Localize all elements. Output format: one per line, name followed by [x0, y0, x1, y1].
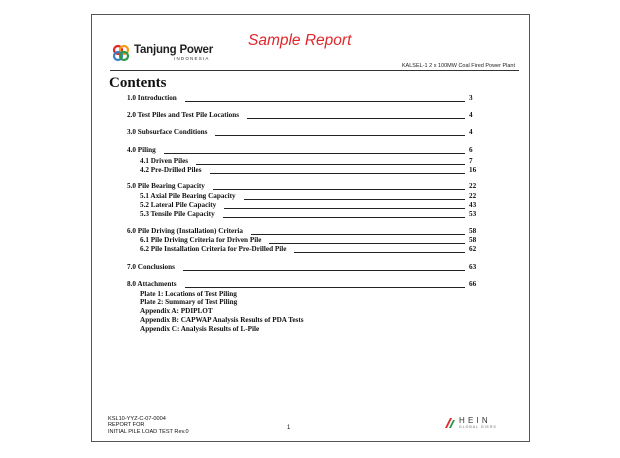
toc-leader-line — [269, 243, 465, 244]
sample-report-title: Sample Report — [248, 32, 352, 49]
toc-leader-line — [294, 252, 465, 253]
toc-leader-line — [185, 101, 465, 102]
toc-leader-line — [215, 135, 465, 136]
toc-page-number: 43 — [469, 201, 477, 209]
toc-entry-label: 6.1 Pile Driving Criteria for Driven Pile — [140, 236, 262, 244]
toc-entry-label: 5.2 Lateral Pile Capacity — [140, 201, 217, 209]
toc-leader-line — [183, 270, 465, 271]
toc-entry[interactable] — [92, 280, 531, 289]
report-page — [91, 14, 530, 442]
toc-page-number: 66 — [469, 280, 477, 288]
toc-entry-label: 8.0 Attachments — [127, 280, 177, 288]
toc-leader-line — [213, 189, 465, 190]
toc-entry[interactable] — [92, 157, 531, 166]
toc-entry-label: 6.2 Pile Installation Criteria for Pre-Drilled Pile — [140, 245, 287, 253]
toc-entry-label: 5.0 Pile Bearing Capacity — [127, 182, 205, 190]
hein-brand-name: HEIN — [459, 416, 491, 425]
toc-entry[interactable] — [92, 263, 531, 272]
attachment-item: Plate 2: Summary of Test Piling — [140, 298, 238, 306]
toc-page-number: 58 — [469, 236, 477, 244]
toc-leader-line — [247, 118, 465, 119]
toc-entry-label: 6.0 Pile Driving (Installation) Criteria — [127, 227, 243, 235]
tanjung-power-logo-icon — [112, 44, 130, 62]
toc-entry[interactable] — [92, 192, 531, 201]
attachment-item: Appendix C: Analysis Results of L-Pile — [140, 325, 260, 333]
toc-entry-label: 5.3 Tensile Pile Capacity — [140, 210, 215, 218]
company-sub: INDONESIA — [174, 56, 210, 61]
toc-leader-line — [196, 164, 465, 165]
toc-page-number: 4 — [469, 128, 473, 136]
toc-entry[interactable] — [92, 128, 531, 137]
toc-page-number: 22 — [469, 182, 477, 190]
toc-entry-label: 7.0 Conclusions — [127, 263, 175, 271]
toc-entry-label: 1.0 Introduction — [127, 94, 177, 102]
company-name: Tanjung Power — [134, 43, 213, 56]
toc-leader-line — [210, 173, 465, 174]
toc-page-number: 16 — [469, 166, 477, 174]
hein-logo — [444, 417, 497, 430]
toc-page-number: 63 — [469, 263, 477, 271]
toc-entry[interactable] — [92, 146, 531, 155]
header-divider — [110, 70, 519, 71]
toc-page-number: 62 — [469, 245, 477, 253]
footer-doc-line: INITIAL PILE LOAD TEST Rev.0 — [108, 428, 189, 435]
attachment-item: Appendix A: PDIPLOT — [140, 307, 213, 315]
toc-entry[interactable] — [92, 245, 531, 254]
page-number: 1 — [287, 425, 291, 431]
project-title: KALSEL-1 2 x 100MW Coal Fired Power Plant — [401, 63, 515, 69]
toc-page-number: 7 — [469, 157, 473, 165]
attachment-item: Plate 1: Locations of Test Piling — [140, 290, 237, 298]
toc-entry-label: 3.0 Subsurface Conditions — [127, 128, 208, 136]
toc-leader-line — [251, 234, 465, 235]
toc-entry[interactable] — [92, 166, 531, 175]
toc-leader-line — [244, 199, 465, 200]
footer-doc-line: KSL10-YYZ-C-07-0004 — [108, 416, 166, 422]
toc-entry-label: 4.0 Piling — [127, 146, 156, 154]
toc-entry[interactable] — [92, 111, 531, 120]
hein-logo-icon — [444, 417, 456, 429]
tanjung-power-logo — [112, 44, 213, 62]
toc-page-number: 22 — [469, 192, 477, 200]
toc-entry[interactable] — [92, 210, 531, 219]
toc-entry[interactable] — [92, 94, 531, 103]
footer-doc-line: REPORT FOR — [108, 422, 145, 429]
toc-leader-line — [224, 208, 465, 209]
toc-page-number: 58 — [469, 227, 477, 235]
toc-entry-label: 4.2 Pre-Drilled Piles — [140, 166, 202, 174]
toc-page-number: 53 — [469, 210, 477, 218]
footer-document-info — [108, 416, 189, 435]
toc-leader-line — [223, 217, 465, 218]
hein-brand-sub: GLOBAL GIERS — [459, 425, 497, 429]
toc-leader-line — [164, 153, 465, 154]
toc-entry[interactable] — [92, 227, 531, 236]
toc-page-number: 6 — [469, 146, 473, 154]
toc-entry[interactable] — [92, 236, 531, 245]
contents-heading: Contents — [109, 75, 167, 91]
toc-page-number: 4 — [469, 111, 473, 119]
toc-entry-label: 5.1 Axial Pile Bearing Capacity — [140, 192, 236, 200]
attachment-item: Appendix B: CAPWAP Analysis Results of PDA Tests — [140, 316, 304, 324]
toc-entry-label: 4.1 Driven Piles — [140, 157, 189, 165]
toc-page-number: 3 — [469, 94, 473, 102]
toc-entry[interactable] — [92, 201, 531, 210]
toc-leader-line — [185, 287, 465, 288]
toc-entry[interactable] — [92, 182, 531, 191]
toc-entry-label: 2.0 Test Piles and Test Pile Locations — [127, 111, 240, 119]
